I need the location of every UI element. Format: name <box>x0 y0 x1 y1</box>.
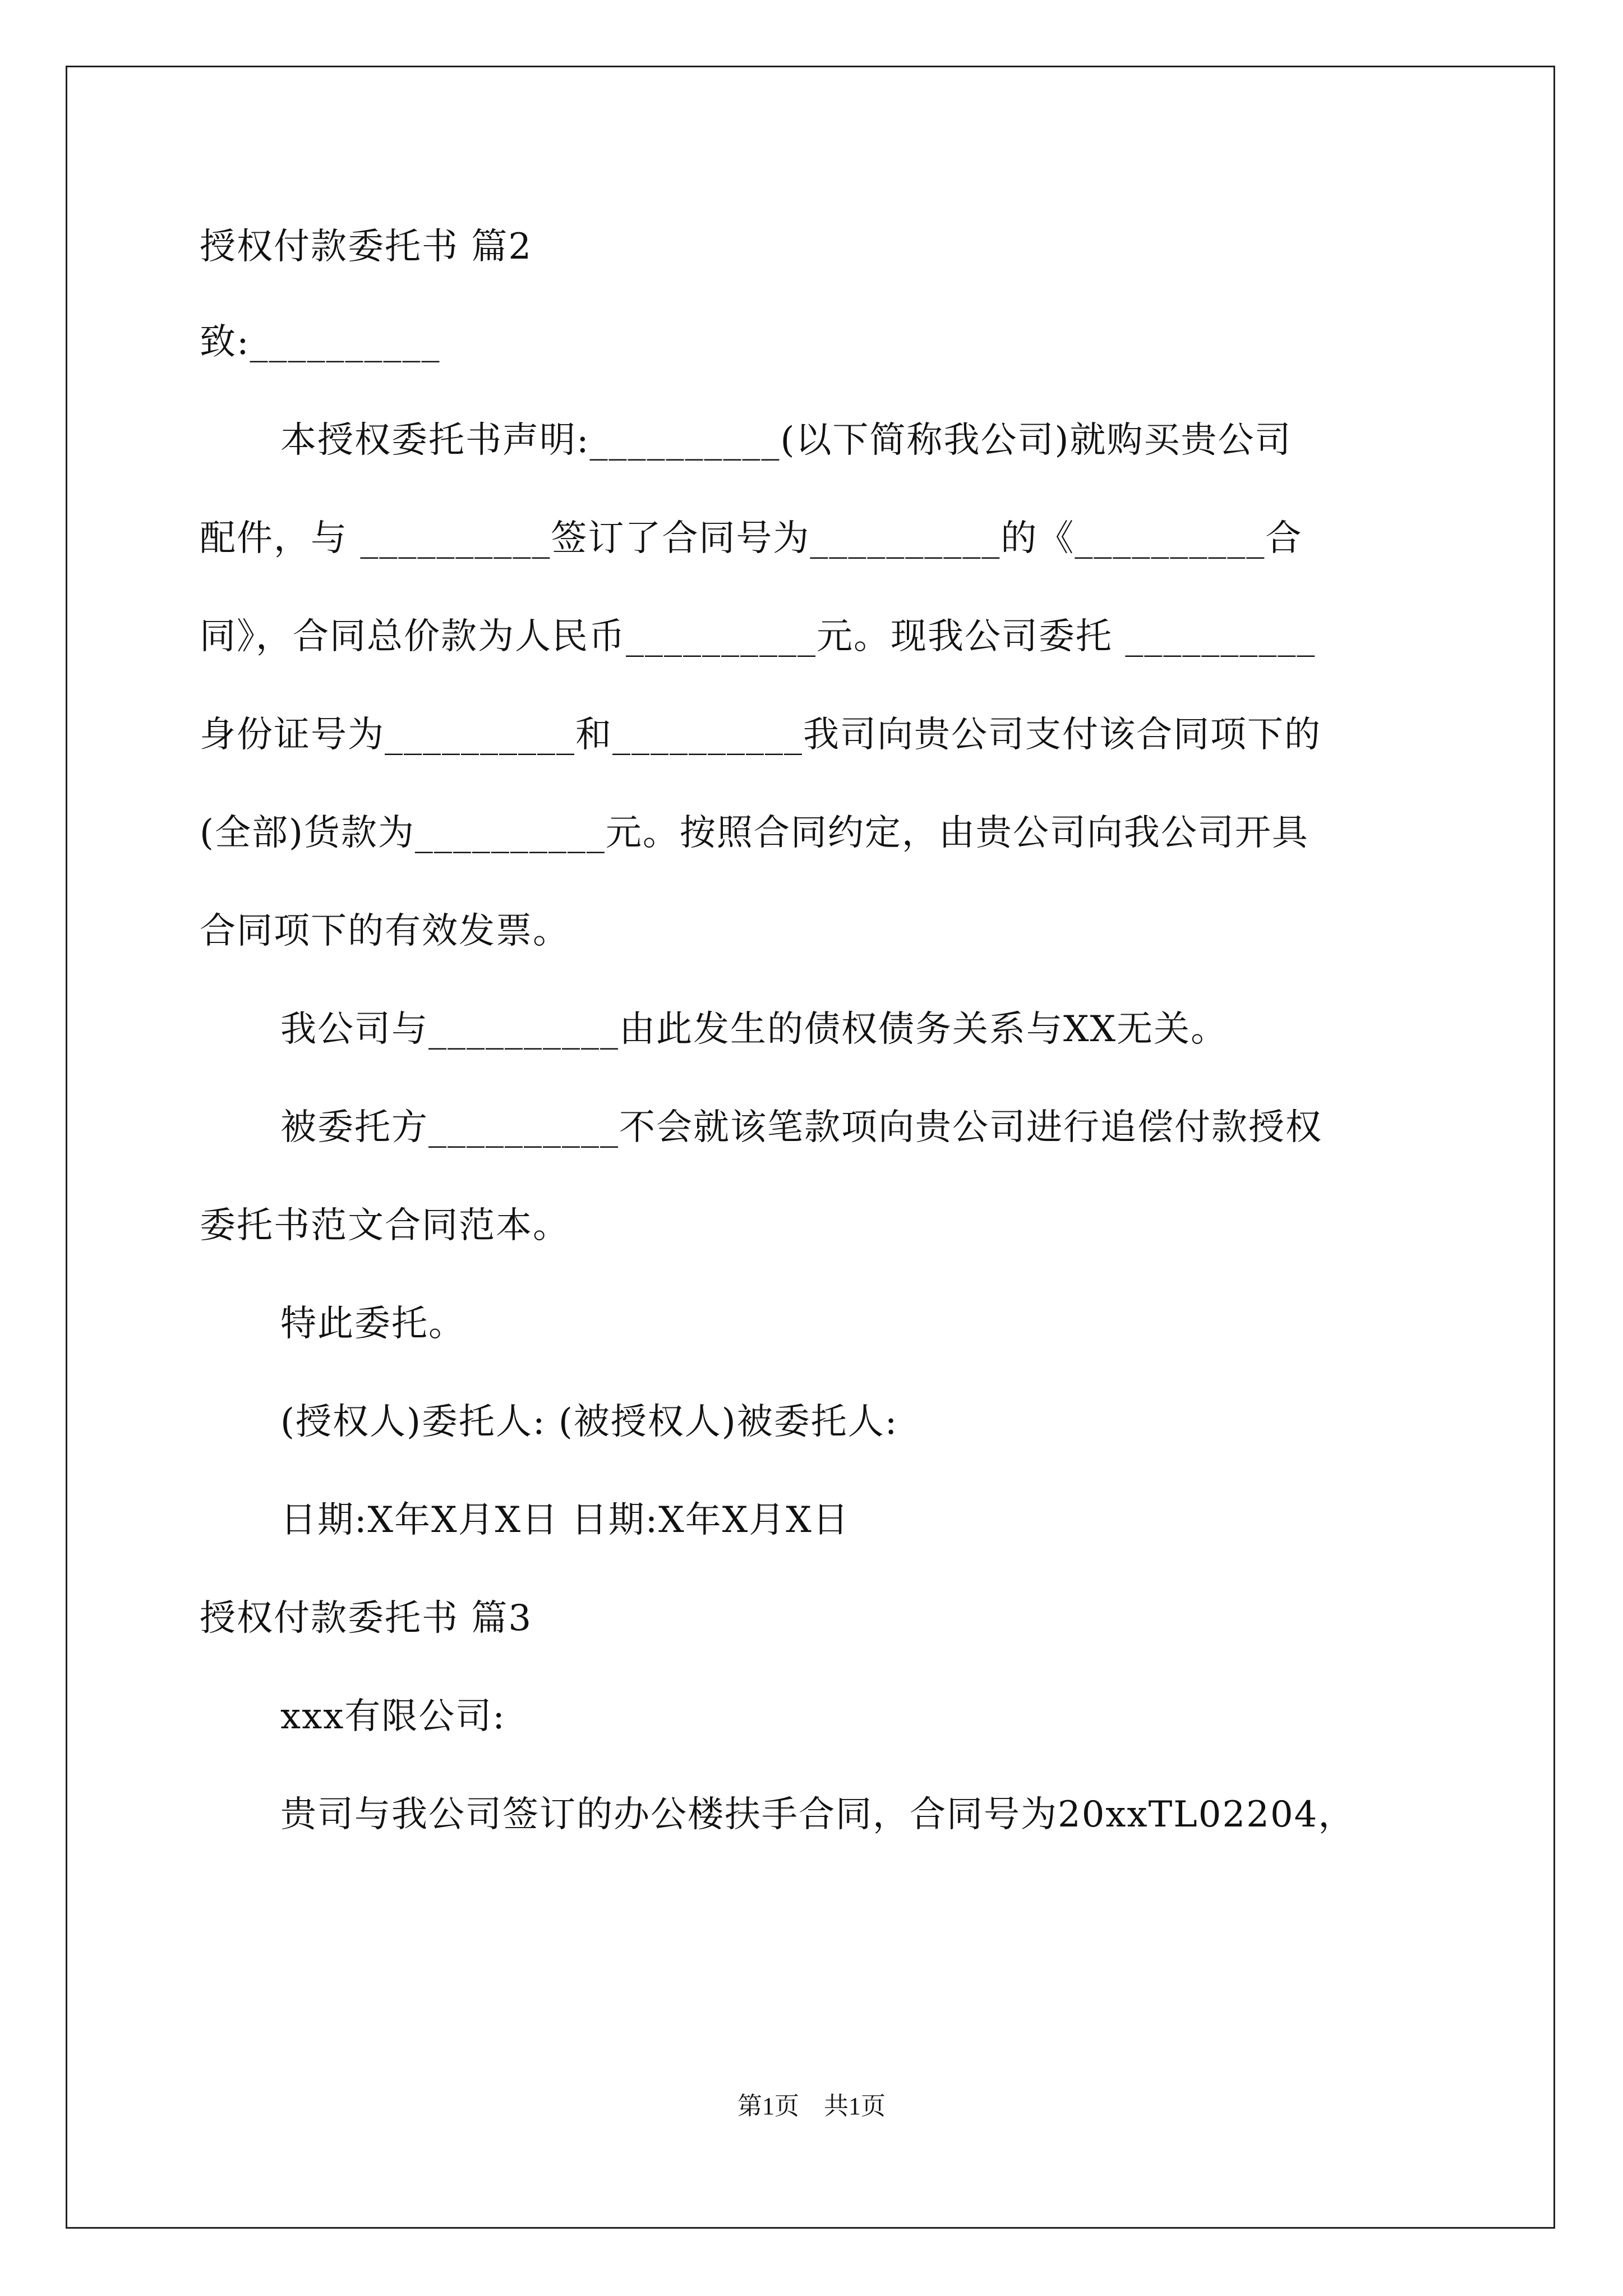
addressee-line: 致:__________ <box>200 321 441 363</box>
page-number: 第1页 共1页 <box>737 2092 886 2120</box>
body-text-line: 同》，合同总价款为人民币__________元。现我公司委托 __________ <box>200 616 1316 657</box>
body-text-line: 身份证号为__________和__________我司向贵公司支付该合同项下的 <box>200 714 1321 756</box>
signature-line: (授权人)委托人: (被授权人)被委托人: <box>280 1401 898 1443</box>
body-text-line: 合同项下的有效发票。 <box>200 910 570 952</box>
body-text-line: 本授权委托书声明:__________(以下简称我公司)就购买贵公司 <box>280 420 1292 461</box>
body-text-line: 被委托方__________不会就该笔款项向贵公司进行追偿付款授权 <box>280 1107 1322 1148</box>
body-text-line: 贵司与我公司签订的办公楼扶手合同，合同号为20xxTL02204， <box>280 1794 1355 1835</box>
body-text-line: 委托书范文合同范本。 <box>200 1205 570 1246</box>
section-heading-3: 授权付款委托书 篇3 <box>200 1598 533 1639</box>
body-text-line: 我公司与__________由此发生的债权债务关系与XX无关。 <box>280 1009 1228 1050</box>
body-text-line: (全部)货款为__________元。按照合同约定，由贵公司向我公司开具 <box>200 812 1309 854</box>
addressee-line: xxx有限公司: <box>280 1696 506 1737</box>
section-heading-2: 授权付款委托书 篇2 <box>200 226 533 268</box>
date-line: 日期:X年X月X日 日期:X年X月X日 <box>280 1499 850 1541</box>
body-text-line: 配件，与 __________签订了合同号为__________的《__________合 <box>200 518 1303 559</box>
body-text-line: 特此委托。 <box>280 1303 465 1345</box>
